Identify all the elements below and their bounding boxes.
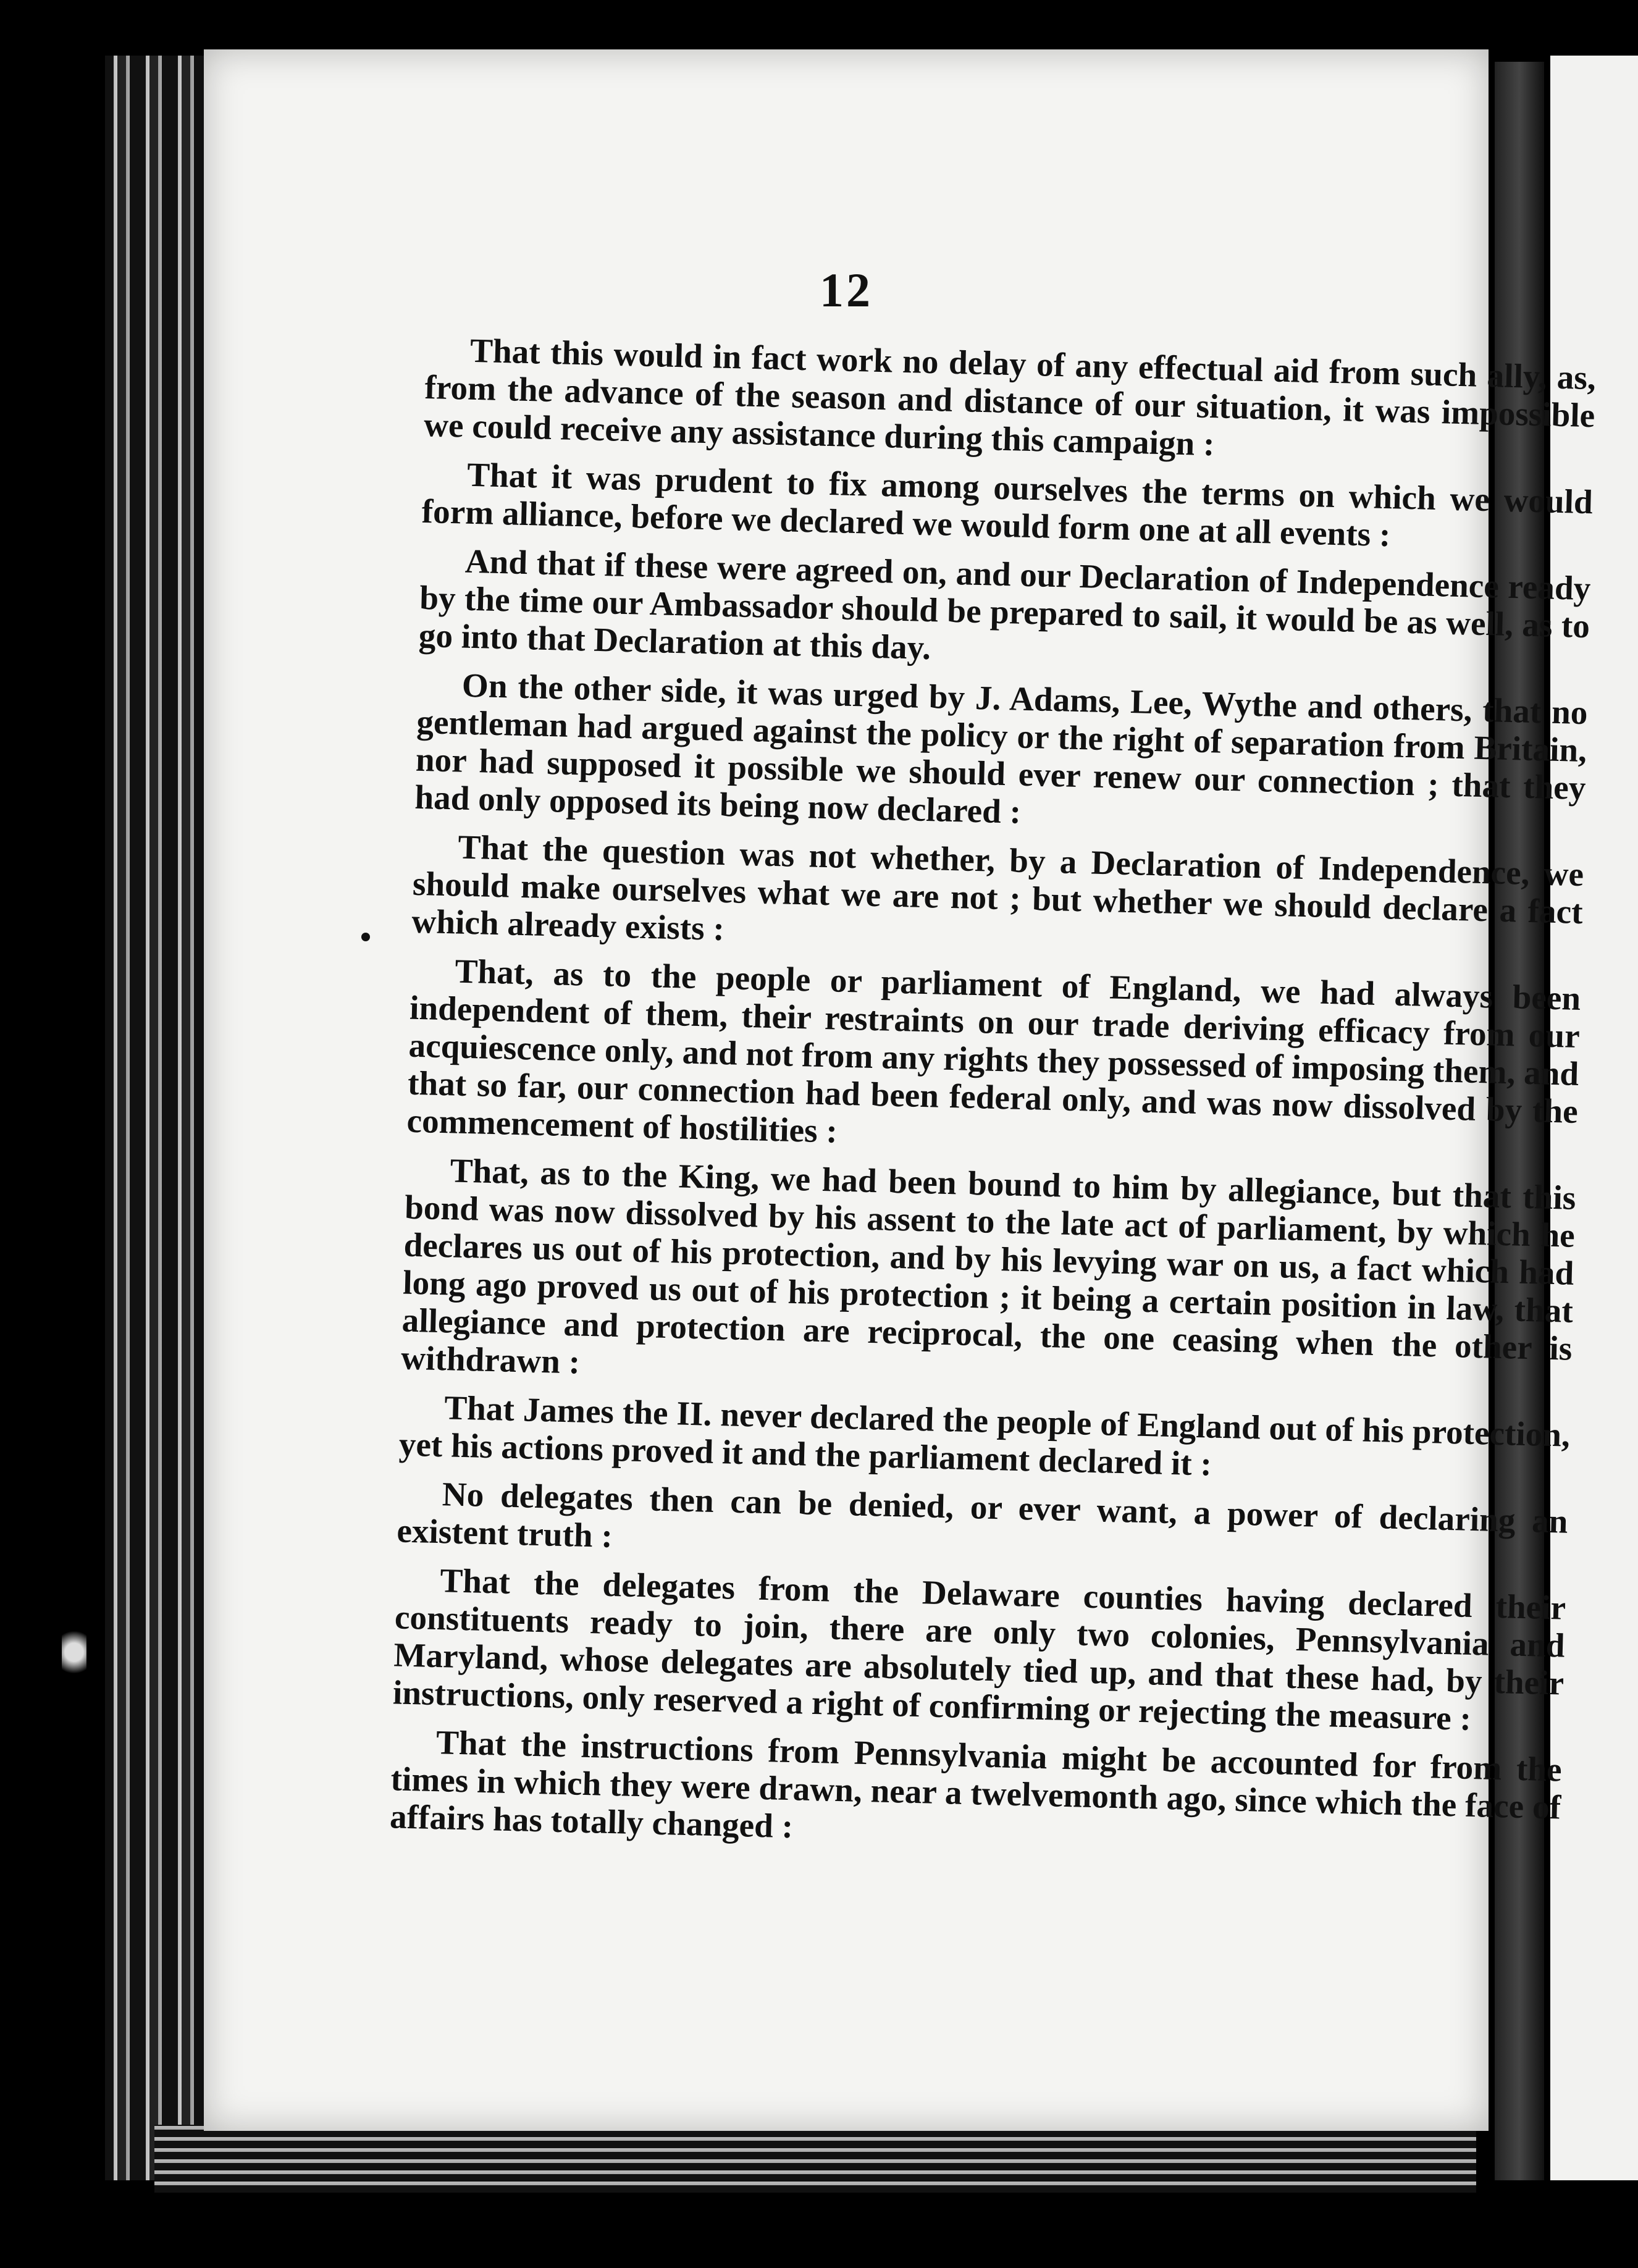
paragraph: That this would in fact work no delay of any effectual aid from such ally, as, from the advance of the season and distance of our situation, it was impossible we could receive any assistance during this campaign :	[423, 331, 1597, 463]
body-text	[389, 330, 1596, 1864]
paragraph: That, as to the people or parliament of England, we had always been independent of them, their restraints on our trade deriving efficacy from our acquiescence only, and not from any rights they possessed of imposing them, and that so far, our connection had been federal only, and was now dissolved by the commencement of hostilities :	[406, 952, 1581, 1150]
margin-ink-blot	[62, 1624, 86, 1680]
paragraph: That, as to the King, we had been bound to him by allegiance, but that this bond was now dissolved by his assent to the late act of parliament, by which he declares us out of his protection, and by his levying war on us, a fact which had long ago proved us out of his protection ; it being a certain position in law, that allegiance and protection are reciprocal, the one ceasing when the other is withdrawn :	[400, 1151, 1576, 1381]
paragraph: That the instructions from Pennsylvania might be accounted for from the times in which they were drawn, near a twelvemonth ago, since which the face of affairs has totally changed :	[389, 1723, 1563, 1846]
paragraph: On the other side, it was urged by J. Adams, Lee, Wythe and others, that no gentleman had argued against the policy or the right of separation from Britain, nor had supposed it possible we should ever renew our connection ; that they had only opposed its being now declared :	[414, 666, 1589, 831]
paragraph: And that if these were agreed on, and our Declaration of Independence ready by the time our Ambassador should be prepared to sail, it would be as well, as to go into that Declaration at this day.	[418, 542, 1592, 667]
page-number: 12	[820, 263, 873, 317]
paragraph: That the delegates from the Delaware counties having declared their constituents ready to join, there are only two colonies, Pennsylvania and Maryland, whose delegates are absolutely tied up, and that these had, by their instructions, only reserved a right of confirming or rejecting the measure :	[392, 1561, 1566, 1737]
paragraph: No delegates then can be denied, or ever want, a power of declaring an existent truth :	[396, 1475, 1569, 1555]
ink-dot-mark	[361, 933, 370, 941]
page-stack-edge	[154, 2125, 1476, 2193]
paragraph: That James the II. never declared the people of England out of his protection, yet his actions proved it and the parliament declared it :	[398, 1388, 1571, 1483]
book-page	[204, 49, 1597, 2131]
paragraph: That the question was not whether, by a Declaration of Independence, we should make ourselves what we are not ; but whether we should declare a fact which already exists :	[411, 828, 1584, 948]
paragraph: That it was prudent to fix among ourselves the terms on which we would form alliance, before we declared we would form one at all events :	[421, 455, 1594, 554]
